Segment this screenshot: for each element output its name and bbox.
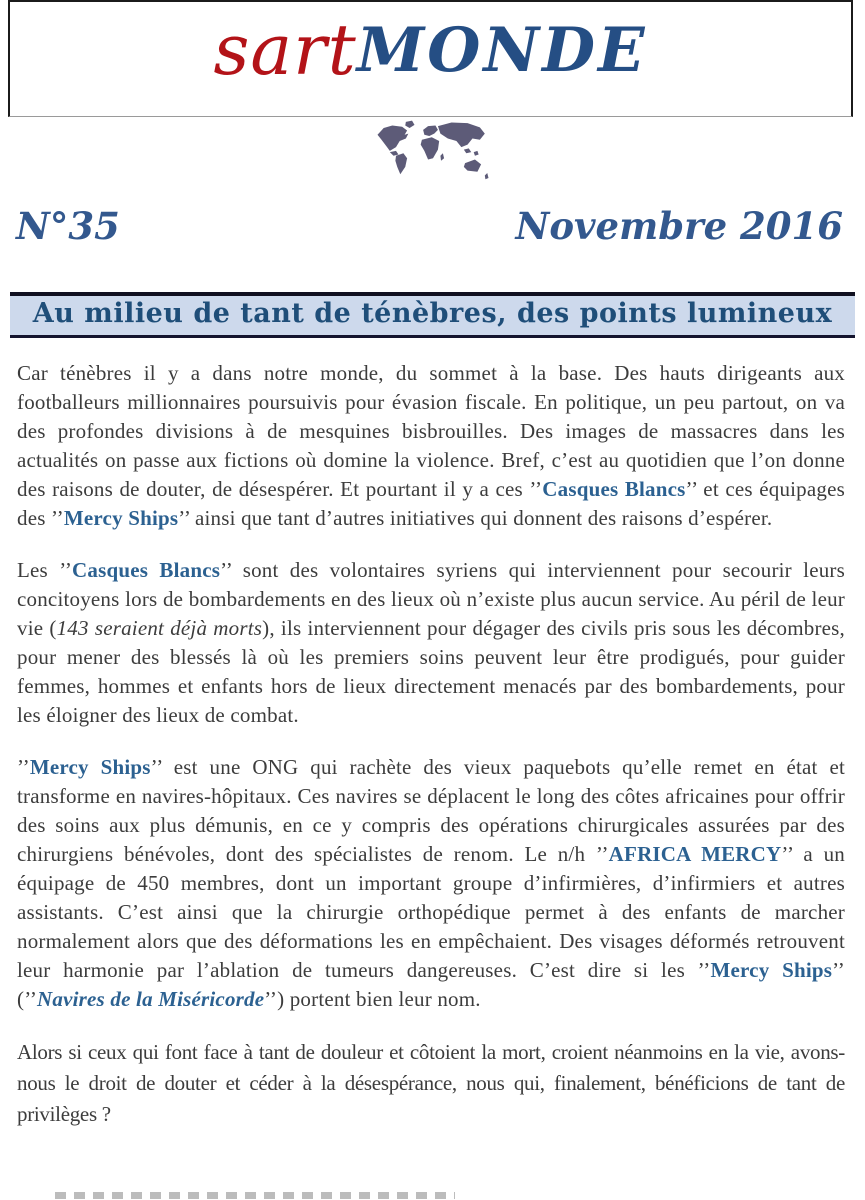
text-run: Car ténèbres il y a dans notre monde, du sommet à la base. Des hauts dirigeants aux footballeurs millionnaires poursuivis pour évasion fiscale. En politique, un peu partout, on va des profondes divisions à de mesquines bisbrouilles. Des images de massacres dans les actualités on passe aux fictions où domine la violence. Bref, c’est au quotidien que l’on donne des raisons de douter, de désespérer. Et pourtant il y a ces ’’ [17, 361, 845, 501]
issue-number: N°35 [16, 204, 120, 248]
headline-title: Au milieu de tant de ténèbres, des points lumineux [32, 298, 833, 329]
cut-off-text-top [55, 1192, 455, 1199]
highlighted-term: Casques Blancs [72, 558, 221, 582]
article-body [17, 359, 845, 1130]
text-run: 143 seraient déjà morts [56, 616, 263, 640]
text-run: ’’ a un équipage de 450 membres, dont un important groupe d’infirmières, d’infirmiers et autres assistants. C’est ainsi que la chirurgie orthopédique permet à des enfants de marcher normalement alors que des déformations les en empêchaient. Des visages déformés retrouvent leur harmonie par l’ablation de tumeurs dangereuses. C’est dire si les ’’ [17, 842, 845, 982]
masthead [0, 0, 865, 248]
text-run: ), ils interviennent pour dégager des civils pris sous les décombres, pour mener des blessés là où les premiers soins peuvent leur être prodigués, pour guider femmes, hommes et enfants hors de lieux directement menacés par des bombardements, pour les éloigner des lieux de combat. [17, 616, 845, 727]
paragraph [17, 556, 845, 730]
highlighted-term: Mercy Ships [710, 958, 833, 982]
highlighted-term: Casques Blancs [542, 477, 686, 501]
highlighted-term: Mercy Ships [29, 755, 151, 779]
text-run: ’’ sont des volontaires syriens qui interviennent pour secourir leurs concitoyens lors de bombardements en des lieux où n’existe plus aucun service. Au péril de leur vie ( [17, 558, 845, 640]
masthead-title-monde: MONDE [356, 14, 648, 86]
paragraph [17, 359, 845, 533]
highlighted-term: Navires de la Miséricorde [37, 987, 265, 1011]
highlighted-term: Mercy Ships [63, 506, 179, 530]
text-run: Les ’’ [17, 558, 73, 582]
text-run: ’’ et ces équipages des ’’ [17, 477, 845, 530]
text-run: ’’ ainsi que tant d’autres initiatives qui donnent des raisons d’espérer. [178, 506, 773, 530]
paragraph [17, 1037, 845, 1130]
masthead-box [8, 0, 853, 117]
text-run: ’’ (’’ [17, 958, 845, 1011]
text-run: ’’ est une ONG qui rachète des vieux paquebots qu’elle remet en état et transforme en navires-hôpitaux. Ces navires se déplacent le long des côtes africaines pour offrir des soins aux plus démunis, en ce y compris des opérations chirurgicales assurées par des chirurgiens bénévoles, dont des spécialistes de renom. Le n/h ’’ [17, 755, 845, 866]
text-run: ’’) portent bien leur nom. [264, 987, 481, 1011]
world-map-icon [0, 120, 865, 196]
text-run: Alors si ceux qui font face à tant de douleur et côtoient la mort, croient néanmoins en la vie, avons-nous le droit de douter et céder à la désespérance, nous qui, finalement, bénéficions de tant de privilèges ? [17, 1040, 845, 1126]
issue-date: Novembre 2016 [515, 204, 843, 248]
highlighted-term: AFRICA MERCY [608, 842, 782, 866]
paragraph [17, 753, 845, 1014]
headline-banner [10, 292, 855, 338]
masthead-title-sart: sart [213, 9, 357, 91]
issue-row [0, 196, 865, 248]
text-run: ’’ [17, 755, 30, 779]
